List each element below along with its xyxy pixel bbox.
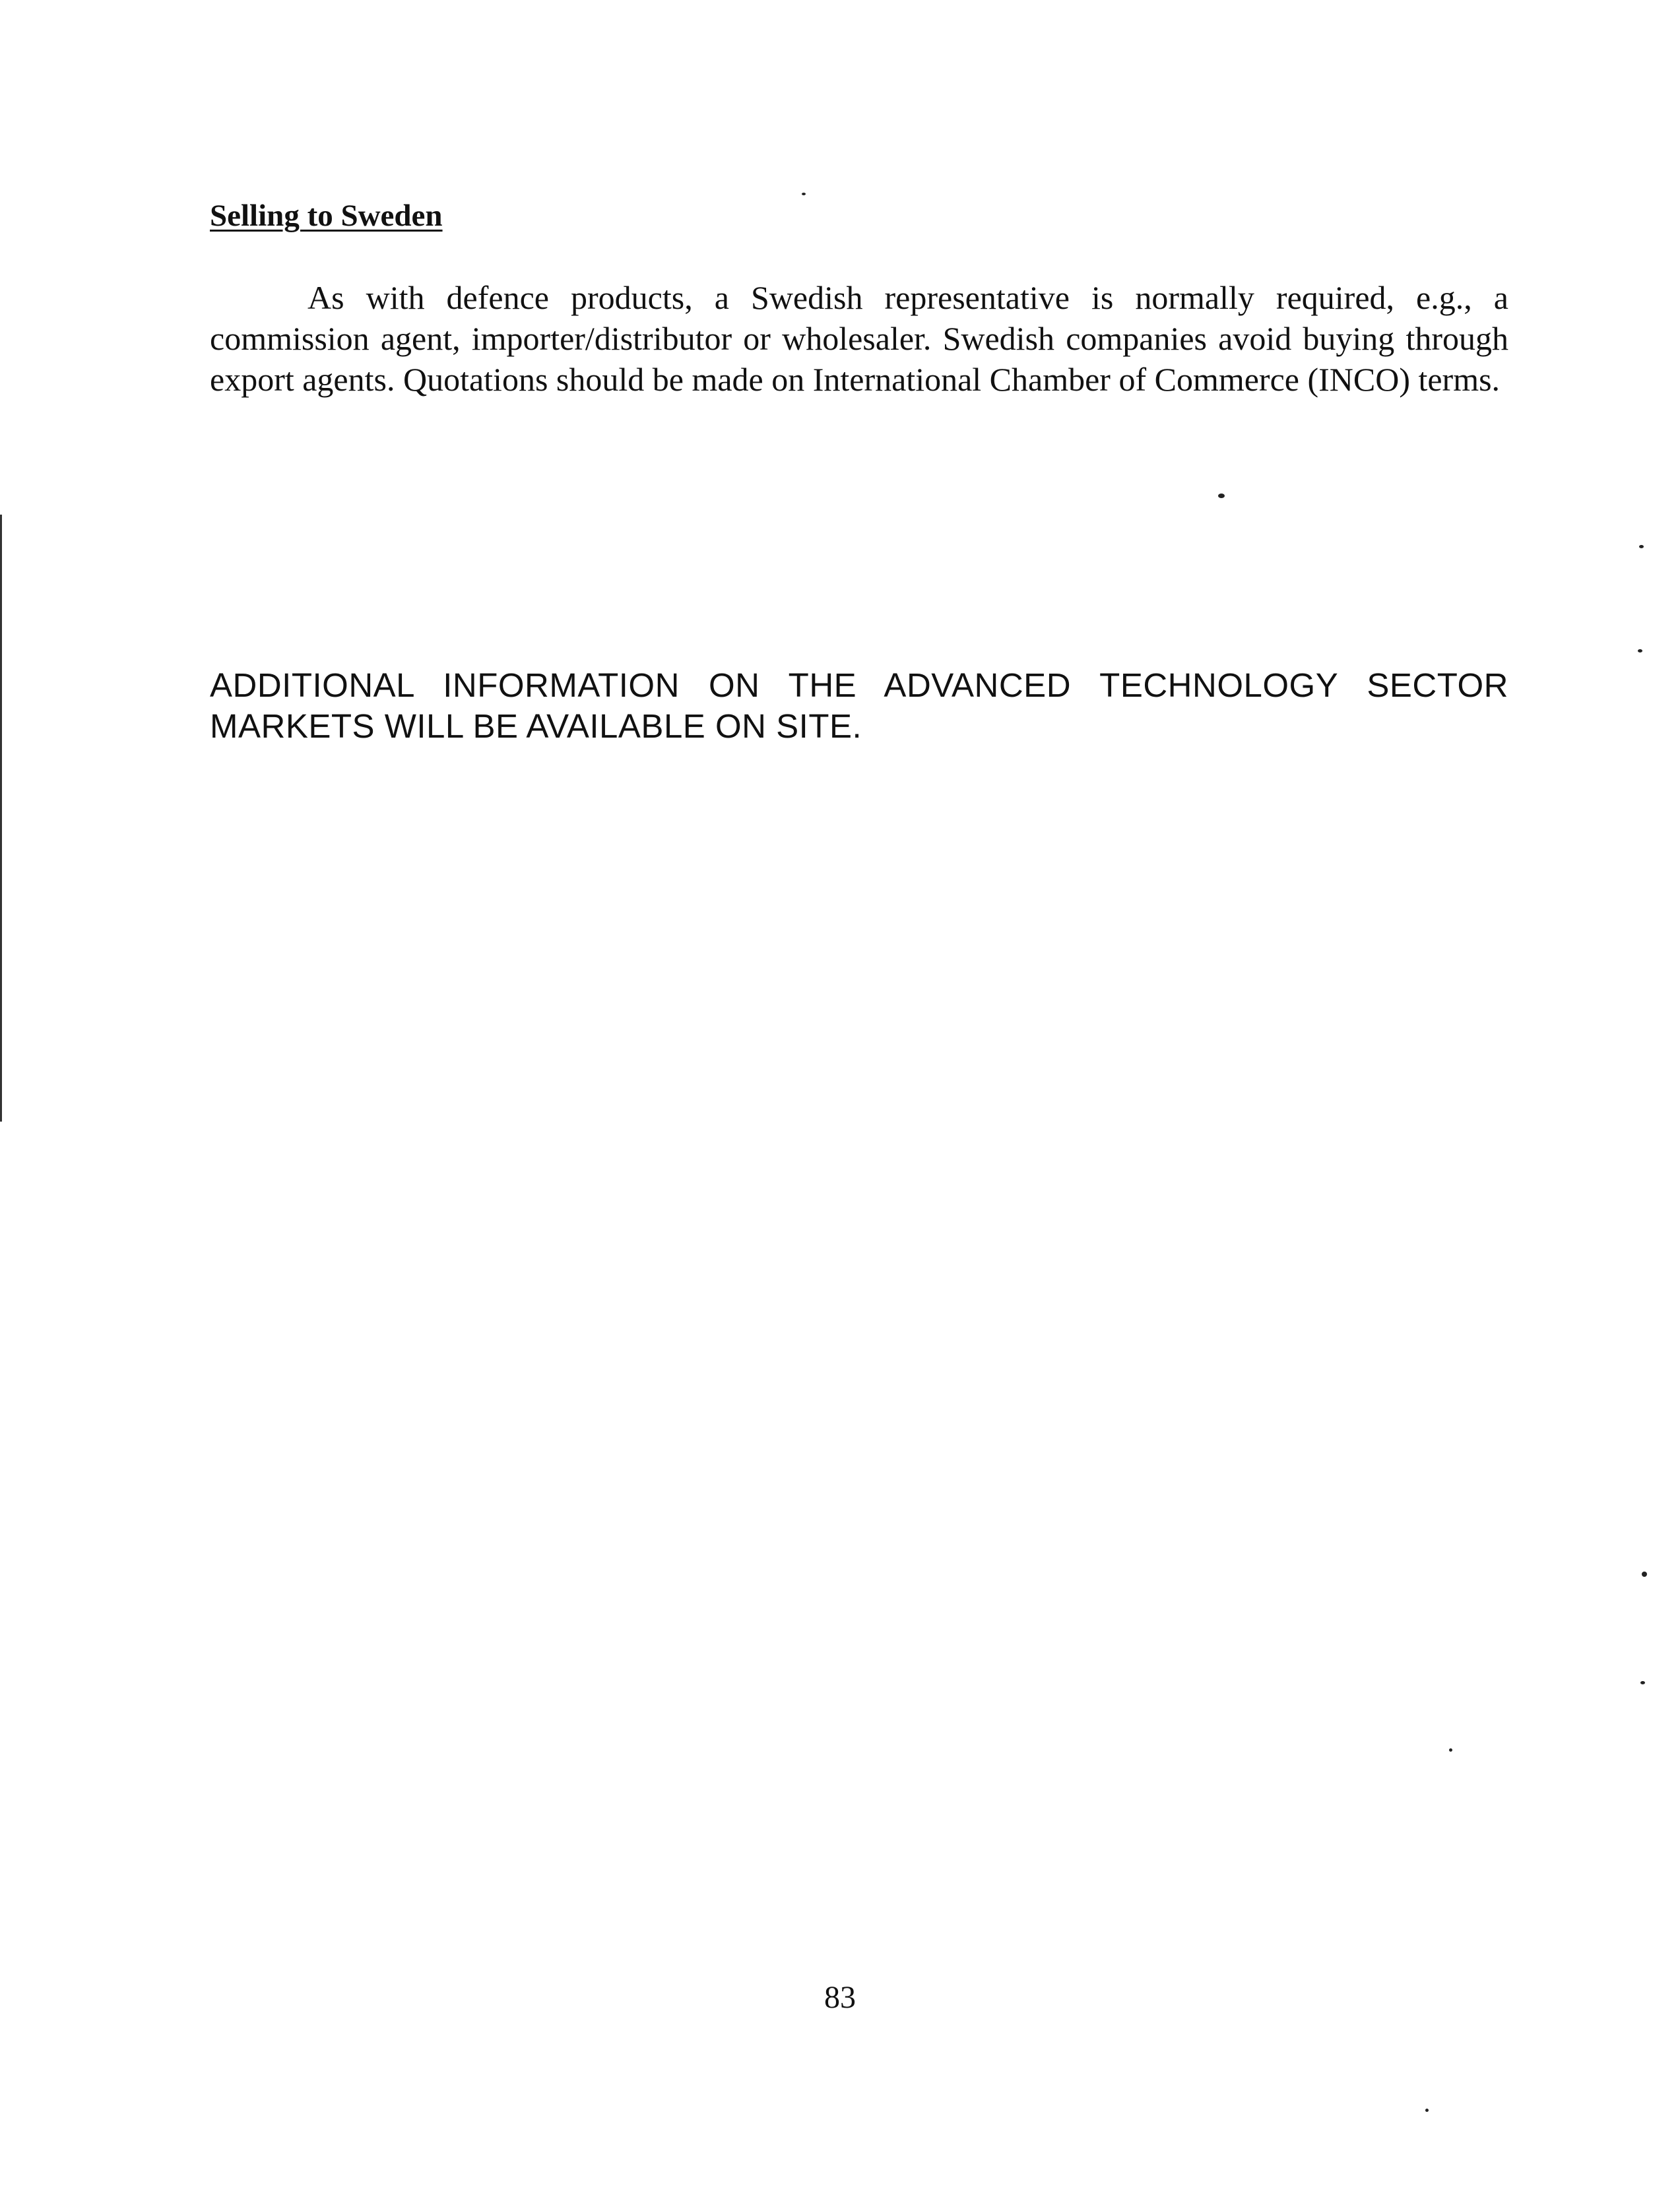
scan-speck	[1425, 2109, 1429, 2112]
scan-speck	[1449, 1748, 1452, 1752]
scan-speck	[1640, 1681, 1645, 1684]
scan-speck	[1639, 545, 1644, 548]
scan-speck	[802, 193, 806, 195]
scan-speck	[1642, 1572, 1647, 1577]
binding-edge-line	[0, 515, 2, 1122]
notice-text: ADDITIONAL INFORMATION ON THE ADVANCED TECHNOLOGY SECTOR MARKETS WILL BE AVAILABLE ON SITE.	[210, 666, 1508, 745]
page-number: 83	[824, 1980, 856, 2015]
section-heading: Selling to Sweden	[210, 199, 443, 233]
scan-speck	[1638, 649, 1642, 653]
body-paragraph: As with defence products, a Swedish representative is normally required, e.g., a commission agent, importer/distributor or wholesaler. Swedish companies avoid buying through export agents. Quotations should be made on International Chamber of Commerce (INCO) terms.	[210, 279, 1508, 398]
scan-speck	[1218, 494, 1225, 498]
